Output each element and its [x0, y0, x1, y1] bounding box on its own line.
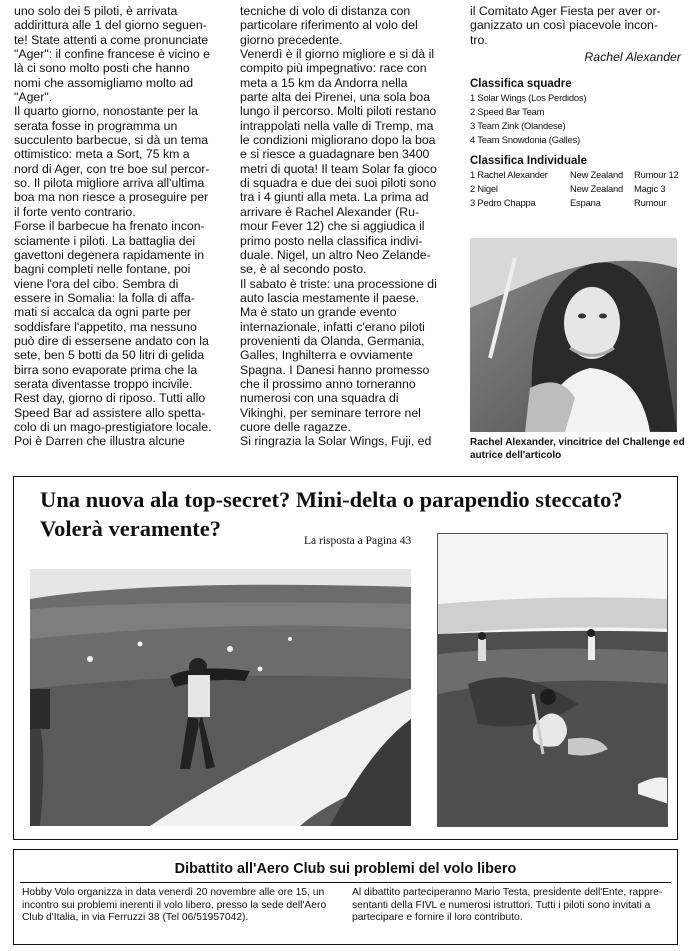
- pilot-glider: Magic 3: [634, 183, 666, 195]
- pilot-name: 2 Nigel: [470, 183, 498, 195]
- author-signature: Rachel Alexander: [584, 50, 681, 65]
- divider: [20, 882, 671, 883]
- debate-announcement-box: [13, 849, 678, 945]
- article-text-col3: il Comitato Ager Fiesta per aver or- ganizzato un così piacevole incon- tro.: [470, 4, 661, 47]
- article-text-col1: uno solo dei 5 piloti, è arrivata addirittura alle 1 del giorno seguen- te! State attenti a come pronunciate "Ager": il confine francese è vicino e là ci sono molto posti che hanno nomi che assomigliamo molto ad "Ager". Il quarto giorno, nonostante per la serata fosse in programma un succulento barbecue, si dà un tema ottimistico: meta a Sort, 75 km a nord di Ager, con tre boe sul percor- so. Il pilota migliore arriva all'ultima boa ma non riesce a proseguire per il forte vento contrario. Forse il barbecue ha frenato incon- sciamente i piloti. La battaglia dei gavettoni degenera rapidamente in bagni completi nelle fontane, poi viene l'ora del cibo. Sembra di essere in Somalia: la folla di affa- mati si accalca da ogni parte per soddisfare l'appetito, ma nessuno può dire di essersene andato con la sete, ben 5 botti da 50 litri di gelida birra sono evaporate prima che la serata diventasse troppo incivile. Rest day, giorno di riposo. Tutti allo Speed Bar ad assistere allo spetta- colo di un mago-prestigiatore locale. Poi è Darren che illustra alcune: [14, 4, 212, 449]
- team-ranking-item: 1 Solar Wings (Los Perdidos): [470, 92, 587, 104]
- team-ranking-list: [470, 91, 685, 147]
- team-ranking-item: 4 Team Snowdonia (Galles): [470, 134, 580, 146]
- team-ranking-item: 2 Speed Bar Team: [470, 106, 545, 118]
- author-photo: [470, 238, 677, 432]
- feature-title: Una nuova ala top-secret? Mini-delta o parapendio steccato? Volerà veramente?: [40, 487, 623, 541]
- launch-site-photo-image: [438, 534, 668, 827]
- individual-ranking-title: Classifica Individuale: [470, 155, 587, 168]
- team-ranking-title: Classifica squadre: [470, 78, 572, 91]
- table-row: [470, 168, 679, 182]
- article-column-1: [14, 4, 232, 449]
- debate-text-left: Hobby Volo organizza in data venerdì 20 novembre alle ore 15, un incontro sui problemi inerenti il volo libero, presso la sede dell'Aero Club d'Italia, in via Ferruzzi 38 (Tel 06/51957042).: [22, 887, 327, 924]
- debate-title: Dibattito all'Aero Club sui problemi del volo libero: [174, 861, 517, 877]
- pilot-name: 1 Rachel Alexander: [470, 169, 548, 181]
- article-text-col2: tecniche di volo di distanza con particolare riferimento al volo del giorno precedente. Venerdì è il giorno migliore e si dà il compito più impegnativo: race con meta a 15 km da Andorra nella parte alta dei Pirenei, una sola boa lungo il percorso. Molti piloti restano intrappolati nella valle di Tremp, ma le condizioni migliorano dopo la boa e si riesce a guadagnare ben 3400 metri di quota! Il team Solar fa gioco di squadra e due dei suoi piloti sono tra i 4 giunti alla meta. La prima ad arrivare è Rachel Alexander (Ru- mour Fever 12) che si aggiudica il primo posto nella classifica indivi- duale. Nigel, un altro Neo Zelande- se, è al secondo posto. Il sabato è triste: una processione di auto lascia mestamente il paese. Ma è stato un grande evento internazionale, infatti c'erano piloti provenienti da Olanda, Germania, Galles, Inghilterra e ovviamente Spagna. I Danesi hanno promesso che il prossimo anno torneranno numerosi con una squadra di Vikinghi, per seminare terrore nel cuore delle ragazze. Si ringrazia la Solar Wings, Fuji, ed: [240, 4, 437, 449]
- individual-ranking-table: [470, 168, 679, 210]
- debate-text-right: Al dibattito parteciperanno Mario Testa, presidente dell'Ente, rappre- sentanti della FIVL e numerosi istruttori. Tutti i piloti sono invitati a partecipare e fornire il loro contributo.: [352, 887, 663, 924]
- hillside-photo-image: [30, 569, 411, 826]
- table-row: [470, 182, 679, 196]
- team-ranking-item: 3 Team Zink (Olandese): [470, 120, 566, 132]
- pilot-name: 3 Pedro Chappa: [470, 197, 536, 209]
- feature-box: [13, 476, 678, 840]
- feature-photo-left: [30, 569, 411, 826]
- article-column-3: [470, 4, 685, 210]
- pilot-country: New Zealand: [570, 169, 624, 181]
- photo-caption: Rachel Alexander, vincitrice del Challenge ed autrice dell'articolo: [470, 437, 685, 461]
- feature-page-reference: La risposta a Pagina 43: [304, 535, 412, 547]
- feature-photo-right: [437, 533, 668, 827]
- pilot-country: Espana: [570, 197, 601, 209]
- table-row: [470, 196, 679, 210]
- pilot-glider: Rumour: [634, 197, 667, 209]
- article-column-2: [240, 4, 462, 449]
- author-photo-image: [470, 238, 677, 432]
- pilot-glider: Rumour 12: [634, 169, 679, 181]
- pilot-country: New Zealand: [570, 183, 624, 195]
